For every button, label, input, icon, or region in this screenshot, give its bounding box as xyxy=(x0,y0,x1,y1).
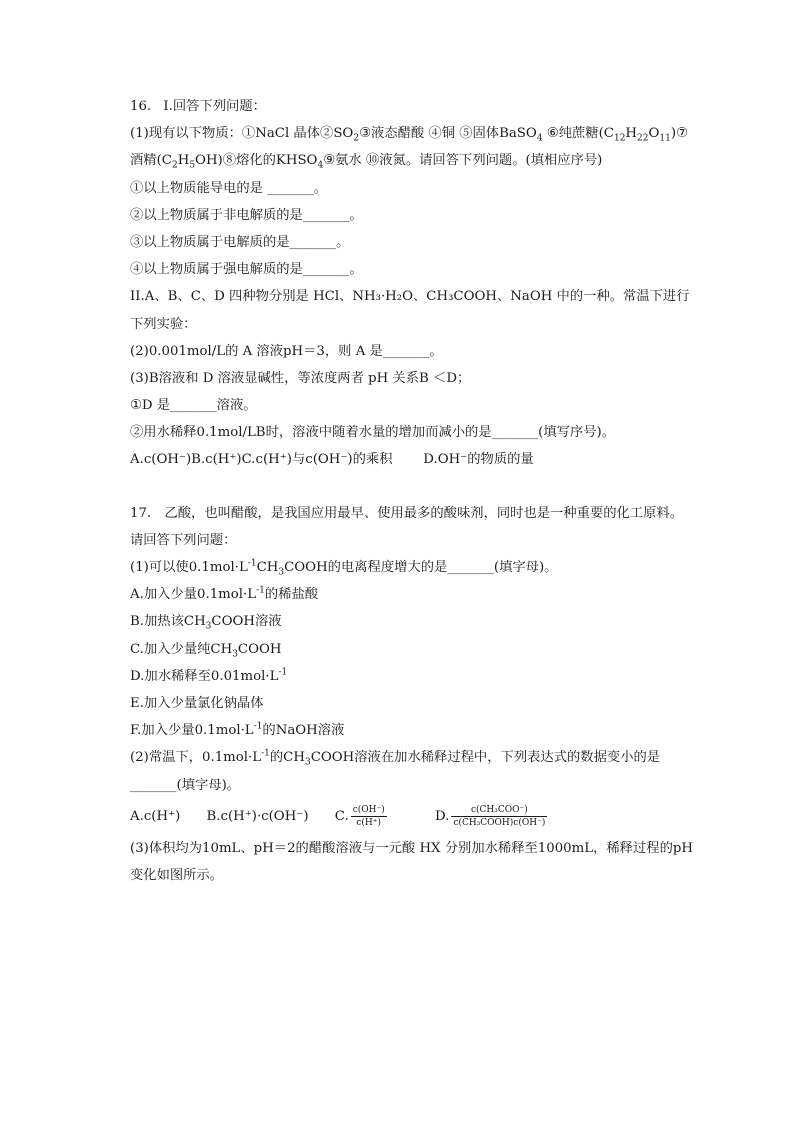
q16-p3-1: ①D 是_______溶液。 xyxy=(130,398,257,414)
text: (2)常温下，0.1mol·L xyxy=(130,750,262,766)
expr-d-label: D. xyxy=(434,808,450,824)
text: OH)⑧熔化的KHSO xyxy=(195,153,318,169)
subscript: 4 xyxy=(317,161,324,172)
subscript: 4 xyxy=(536,133,543,144)
text: ⑨氨水 ⑩液氮。请回答下列问题。(填相应序号) xyxy=(323,153,603,169)
text: 的稀盐酸 xyxy=(264,587,319,603)
fraction-d xyxy=(451,804,547,829)
numerator: c(CH₃COO⁻) xyxy=(451,804,547,817)
expr-a: A.c(H⁺) xyxy=(130,808,181,824)
q17-p2-line-2: _______(填字母)。 xyxy=(130,777,241,793)
subscript: 11 xyxy=(659,133,671,144)
q16-options: A.c(OH⁻)B.c(H⁺)C.c(H⁺)与c(OH⁻)的乘积 D.OH⁻的物质的量 xyxy=(130,452,534,468)
text: (1)可以使0.1mol·L xyxy=(130,560,248,575)
subscript: 3 xyxy=(304,757,311,768)
q16-p3-2: ②用水稀释0.1mol/LB时，溶液中随着水量的增加而减小的是_______(填写序号)。 xyxy=(130,425,616,441)
q16-sub-2: ②以上物质属于非电解质的是_______。 xyxy=(130,207,363,223)
subscript: 5 xyxy=(189,161,196,172)
q16-p2: (2)0.001mol/L的 A 溶液pH＝3，则 A 是_______。 xyxy=(130,343,443,359)
expr-d xyxy=(435,799,549,835)
q16-p3: (3)B溶液和 D 溶液显碱性，等浓度两者 pH 关系B ＜D； xyxy=(130,370,471,386)
subscript: 3 xyxy=(205,622,212,633)
q16-sub-3: ③以上物质属于电解质的是_______。 xyxy=(130,234,350,250)
text: F.加入少量0.1mol·L xyxy=(130,723,254,739)
text: D.加水稀释至0.01mol·L xyxy=(130,668,279,684)
text: O xyxy=(648,126,660,142)
q17-p3-line-2: 变化如图所示。 xyxy=(130,867,224,883)
text: H xyxy=(625,126,638,142)
text: CH xyxy=(256,560,279,575)
text: 的NaOH溶液 xyxy=(262,723,345,739)
q16-line-1 xyxy=(130,120,700,147)
text: ⑥纯蔗糖(C xyxy=(542,126,614,142)
numerator: c(OH⁻) xyxy=(352,804,385,815)
subscript: 2 xyxy=(171,161,178,172)
text: ③液态醋酸 ④铜 ⑤固体BaSO xyxy=(359,126,537,142)
q16-part-ii-line-1: II.A、B、C、D 四种物分别是 HCl、NH₃·H₂O、CH₃COOH、NaOH 中的一种。常温下进行 xyxy=(130,289,690,305)
q17-intro-1: 17. 乙酸，也叫醋酸，是我国应用最早、使用最多的酸味剂，同时也是一种重要的化工原料。 xyxy=(130,505,684,521)
fraction-c xyxy=(351,804,387,829)
superscript: -1 xyxy=(261,748,270,759)
q16-line-2 xyxy=(130,147,700,174)
text: COOH溶液 xyxy=(211,614,282,630)
denominator: c(H⁺) xyxy=(356,817,382,828)
q16-number: 16. xyxy=(130,99,152,114)
expr-c-label: C. xyxy=(334,808,349,824)
q17-option-c xyxy=(130,636,700,663)
superscript: -1 xyxy=(256,585,265,596)
subscript: 12 xyxy=(613,133,626,144)
subscript: 3 xyxy=(278,567,285,578)
subscript: 22 xyxy=(637,133,649,144)
expr-b: B.c(H⁺)·c(OH⁻) xyxy=(206,808,309,824)
q17-p2 xyxy=(130,744,700,771)
text: C.加入少量纯CH xyxy=(130,641,233,657)
superscript: -1 xyxy=(253,721,263,732)
q17-option-f xyxy=(130,717,700,744)
q17-option-b xyxy=(130,608,700,635)
text: COOH xyxy=(237,641,282,657)
q16-header xyxy=(130,93,700,120)
q17-p1 xyxy=(130,554,700,581)
text: )⑦ xyxy=(670,126,688,142)
subscript: 3 xyxy=(232,649,238,660)
q17-option-d xyxy=(130,663,700,690)
q16-part-ii-line-2: 下列实验： xyxy=(130,316,197,332)
expr-c xyxy=(335,799,389,835)
text: COOH溶液在加水稀释过程中，下列表达式的数据变小的是 xyxy=(310,750,661,766)
text: COOH的电离程度增大的是_______(填字母)。 xyxy=(284,560,558,575)
q17-intro-2: 请回答下列问题： xyxy=(130,532,237,548)
text: (1)现有以下物质：①NaCl 晶体②SO xyxy=(130,126,354,142)
superscript: -1 xyxy=(278,667,288,678)
q17-option-a xyxy=(130,581,700,608)
denominator: c(CH₃COOH)c(OH⁻) xyxy=(453,817,546,828)
text: H xyxy=(177,153,190,169)
text: A.加入少量0.1mol·L xyxy=(130,587,257,603)
q17-expressions xyxy=(130,799,700,835)
q16-sub-4: ④以上物质属于强电解质的是_______。 xyxy=(130,262,363,278)
q16-part-i: I.回答下列问题： xyxy=(163,99,266,114)
q17-p3-line-1: (3)体积均为10mL、pH＝2的醋酸溶液与一元酸 HX 分别加水稀释至1000mL，稀释过程的pH xyxy=(130,840,693,856)
text: 的CH xyxy=(269,750,305,766)
text: B.加热该CH xyxy=(130,614,206,630)
text: 酒精(C xyxy=(130,153,172,169)
q16-sub-1: ①以上物质能导电的是 _______。 xyxy=(130,180,328,196)
page-content xyxy=(130,93,700,889)
spacer xyxy=(130,474,700,500)
subscript: 2 xyxy=(353,133,360,144)
superscript: -1 xyxy=(247,558,257,569)
q17-option-e: E.加入少量氯化钠晶体 xyxy=(130,695,264,711)
